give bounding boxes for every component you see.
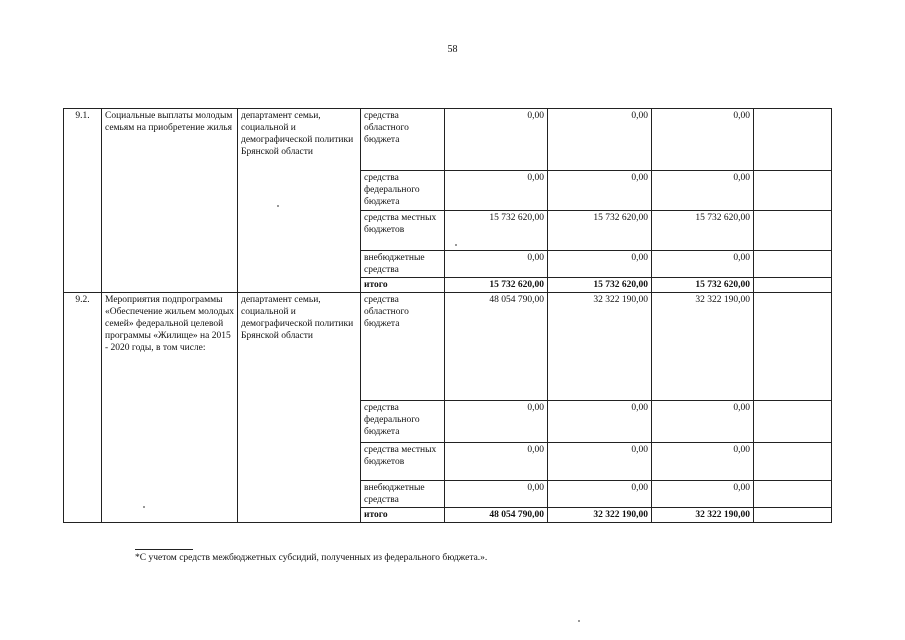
empty-cell bbox=[754, 443, 832, 481]
funding-source: средства федерального бюджета bbox=[361, 171, 445, 211]
amount-1: 48 054 790,00 bbox=[445, 293, 548, 401]
empty-cell bbox=[754, 211, 832, 251]
footnote: *С учетом средств межбюджетных субсидий, полученных из федерального бюджета.». bbox=[135, 553, 488, 563]
amount-2: 0,00 bbox=[548, 401, 652, 443]
funding-source: средства местных бюджетов bbox=[361, 443, 445, 481]
amount-1: 15 732 620,00 bbox=[445, 211, 548, 251]
measure-name: Мероприятия подпрограммы «Обеспечение жильем молодых семей» федеральной целевой программы «Жилище» на 2015 - 2020 годы, в том числе: bbox=[102, 293, 238, 523]
total-amount-2: 32 322 190,00 bbox=[548, 508, 652, 523]
empty-cell bbox=[754, 293, 832, 401]
empty-cell bbox=[754, 508, 832, 523]
footnote-divider bbox=[135, 549, 193, 550]
empty-cell bbox=[754, 481, 832, 508]
amount-1: 0,00 bbox=[445, 481, 548, 508]
total-amount-1: 48 054 790,00 bbox=[445, 508, 548, 523]
total-amount-1: 15 732 620,00 bbox=[445, 278, 548, 293]
funding-source: внебюджетные средства bbox=[361, 481, 445, 508]
table-row bbox=[64, 109, 832, 171]
amount-1: 0,00 bbox=[445, 171, 548, 211]
row-index: 9.2. bbox=[64, 293, 102, 523]
amount-3: 0,00 bbox=[652, 481, 754, 508]
amount-2: 0,00 bbox=[548, 171, 652, 211]
executor: департамент семьи, социальной и демографической политики Брянской области bbox=[238, 109, 361, 293]
page-number: 58 bbox=[447, 44, 458, 55]
total-amount-3: 15 732 620,00 bbox=[652, 278, 754, 293]
amount-3: 15 732 620,00 bbox=[652, 211, 754, 251]
funding-source: средства областного бюджета bbox=[361, 293, 445, 401]
amount-1: 0,00 bbox=[445, 109, 548, 171]
total-label: итого bbox=[361, 278, 445, 293]
funding-source: средства местных бюджетов bbox=[361, 211, 445, 251]
total-amount-3: 32 322 190,00 bbox=[652, 508, 754, 523]
empty-cell bbox=[754, 109, 832, 171]
amount-3: 0,00 bbox=[652, 171, 754, 211]
amount-2: 0,00 bbox=[548, 109, 652, 171]
amount-3: 0,00 bbox=[652, 401, 754, 443]
amount-2: 0,00 bbox=[548, 481, 652, 508]
funding-source: средства областного бюджета bbox=[361, 109, 445, 171]
empty-cell bbox=[754, 401, 832, 443]
scan-speck bbox=[455, 244, 457, 246]
row-index: 9.1. bbox=[64, 109, 102, 293]
amount-3: 0,00 bbox=[652, 251, 754, 278]
amount-3: 0,00 bbox=[652, 443, 754, 481]
amount-2: 0,00 bbox=[548, 443, 652, 481]
total-amount-2: 15 732 620,00 bbox=[548, 278, 652, 293]
amount-3: 32 322 190,00 bbox=[652, 293, 754, 401]
amount-1: 0,00 bbox=[445, 401, 548, 443]
scan-speck bbox=[277, 205, 279, 207]
scan-speck bbox=[578, 620, 580, 622]
total-label: итого bbox=[361, 508, 445, 523]
amount-2: 15 732 620,00 bbox=[548, 211, 652, 251]
funding-source: внебюджетные средства bbox=[361, 251, 445, 278]
scan-speck bbox=[143, 506, 145, 508]
amount-1: 0,00 bbox=[445, 251, 548, 278]
measure-name: Социальные выплаты молодым семьям на приобретение жилья bbox=[102, 109, 238, 293]
empty-cell bbox=[754, 278, 832, 293]
funding-source: средства федерального бюджета bbox=[361, 401, 445, 443]
amount-2: 0,00 bbox=[548, 251, 652, 278]
empty-cell bbox=[754, 251, 832, 278]
executor: департамент семьи, социальной и демографической политики Брянской области bbox=[238, 293, 361, 523]
table-row bbox=[64, 293, 832, 401]
budget-table bbox=[63, 108, 832, 523]
amount-1: 0,00 bbox=[445, 443, 548, 481]
amount-3: 0,00 bbox=[652, 109, 754, 171]
empty-cell bbox=[754, 171, 832, 211]
amount-2: 32 322 190,00 bbox=[548, 293, 652, 401]
